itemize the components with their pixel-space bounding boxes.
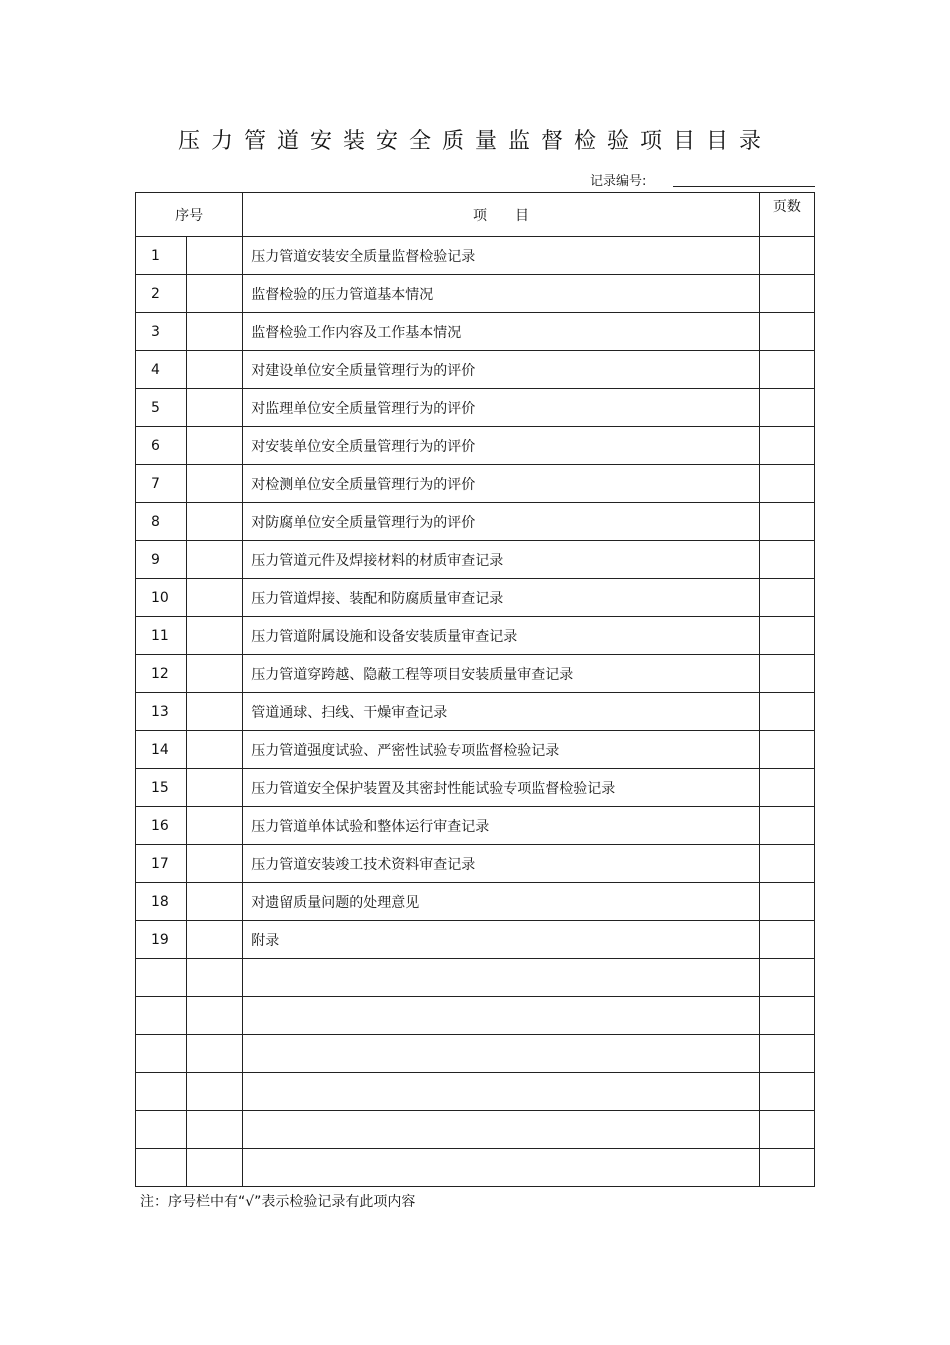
check-cell[interactable] (187, 807, 243, 845)
check-cell[interactable] (187, 237, 243, 275)
item-cell (243, 959, 760, 997)
serial-number-cell: 18 (136, 883, 187, 921)
serial-number-cell: 12 (136, 655, 187, 693)
serial-number-cell: 13 (136, 693, 187, 731)
table-row (136, 1073, 815, 1111)
serial-number-cell: 10 (136, 579, 187, 617)
header-serial-no: 序号 (136, 193, 243, 237)
table-row (136, 427, 815, 465)
item-cell: 压力管道安装竣工技术资料审查记录 (243, 845, 760, 883)
record-number-label: 记录编号: (590, 174, 647, 189)
catalog-table (135, 192, 815, 1187)
check-cell[interactable] (187, 579, 243, 617)
page-count-cell[interactable] (759, 845, 814, 883)
check-cell[interactable] (187, 693, 243, 731)
page-count-cell[interactable] (759, 959, 814, 997)
page-count-cell[interactable] (759, 769, 814, 807)
serial-number-cell (136, 1035, 187, 1073)
check-cell[interactable] (187, 617, 243, 655)
item-cell: 压力管道焊接、装配和防腐质量审查记录 (243, 579, 760, 617)
serial-number-cell: 3 (136, 313, 187, 351)
table-row (136, 1035, 815, 1073)
check-cell[interactable] (187, 921, 243, 959)
table-row (136, 921, 815, 959)
check-cell[interactable] (187, 731, 243, 769)
table-row (136, 617, 815, 655)
serial-number-cell: 17 (136, 845, 187, 883)
item-cell: 对防腐单位安全质量管理行为的评价 (243, 503, 760, 541)
item-cell: 对检测单位安全质量管理行为的评价 (243, 465, 760, 503)
page-count-cell[interactable] (759, 275, 814, 313)
check-cell[interactable] (187, 1035, 243, 1073)
page-count-cell[interactable] (759, 921, 814, 959)
serial-number-cell: 5 (136, 389, 187, 427)
check-cell[interactable] (187, 655, 243, 693)
serial-number-cell: 11 (136, 617, 187, 655)
table-header-row (136, 193, 815, 237)
item-cell: 监督检验的压力管道基本情况 (243, 275, 760, 313)
check-cell[interactable] (187, 541, 243, 579)
check-cell[interactable] (187, 275, 243, 313)
item-cell: 压力管道附属设施和设备安装质量审查记录 (243, 617, 760, 655)
page-count-cell[interactable] (759, 503, 814, 541)
table-row (136, 693, 815, 731)
table-row (136, 959, 815, 997)
check-cell[interactable] (187, 503, 243, 541)
item-cell (243, 997, 760, 1035)
page-count-cell[interactable] (759, 237, 814, 275)
serial-number-cell (136, 1073, 187, 1111)
page-count-cell[interactable] (759, 731, 814, 769)
item-cell: 附录 (243, 921, 760, 959)
table-row (136, 579, 815, 617)
item-cell (243, 1035, 760, 1073)
page-count-cell[interactable] (759, 465, 814, 503)
page-count-cell[interactable] (759, 427, 814, 465)
table-row (136, 541, 815, 579)
check-cell[interactable] (187, 959, 243, 997)
page-count-cell[interactable] (759, 389, 814, 427)
item-cell: 监督检验工作内容及工作基本情况 (243, 313, 760, 351)
serial-number-cell: 14 (136, 731, 187, 769)
check-cell[interactable] (187, 1149, 243, 1187)
table-row (136, 655, 815, 693)
check-cell[interactable] (187, 769, 243, 807)
table-row (136, 313, 815, 351)
table-row (136, 769, 815, 807)
header-pages: 页数 (759, 193, 814, 237)
table-row (136, 997, 815, 1035)
page-count-cell[interactable] (759, 883, 814, 921)
serial-number-cell: 16 (136, 807, 187, 845)
item-cell: 压力管道安全保护装置及其密封性能试验专项监督检验记录 (243, 769, 760, 807)
table-row (136, 731, 815, 769)
record-number-field[interactable] (673, 186, 815, 187)
table-row (136, 807, 815, 845)
page-count-cell[interactable] (759, 313, 814, 351)
serial-number-cell (136, 1111, 187, 1149)
serial-number-cell: 1 (136, 237, 187, 275)
page-count-cell[interactable] (759, 1149, 814, 1187)
item-cell (243, 1111, 760, 1149)
page-count-cell[interactable] (759, 655, 814, 693)
check-cell[interactable] (187, 883, 243, 921)
item-cell: 压力管道强度试验、严密性试验专项监督检验记录 (243, 731, 760, 769)
item-cell: 压力管道穿跨越、隐蔽工程等项目安装质量审查记录 (243, 655, 760, 693)
item-cell: 管道通球、扫线、干燥审查记录 (243, 693, 760, 731)
check-cell[interactable] (187, 845, 243, 883)
table-row (136, 503, 815, 541)
table-row (136, 351, 815, 389)
serial-number-cell (136, 997, 187, 1035)
serial-number-cell (136, 1149, 187, 1187)
table-row (136, 1111, 815, 1149)
page-count-cell[interactable] (759, 541, 814, 579)
table-row (136, 1149, 815, 1187)
page-count-cell[interactable] (759, 807, 814, 845)
check-cell[interactable] (187, 1073, 243, 1111)
table-row (136, 845, 815, 883)
item-cell: 对安装单位安全质量管理行为的评价 (243, 427, 760, 465)
table-row (136, 465, 815, 503)
serial-number-cell: 7 (136, 465, 187, 503)
header-item: 项 目 (243, 193, 760, 237)
page-count-cell[interactable] (759, 1035, 814, 1073)
check-cell[interactable] (187, 465, 243, 503)
check-cell[interactable] (187, 1111, 243, 1149)
page-count-cell[interactable] (759, 1111, 814, 1149)
check-cell[interactable] (187, 389, 243, 427)
serial-number-cell: 4 (136, 351, 187, 389)
item-cell: 对监理单位安全质量管理行为的评价 (243, 389, 760, 427)
item-cell: 压力管道元件及焊接材料的材质审查记录 (243, 541, 760, 579)
page-count-cell[interactable] (759, 693, 814, 731)
page-count-cell[interactable] (759, 579, 814, 617)
page-count-cell[interactable] (759, 351, 814, 389)
item-cell: 对遗留质量问题的处理意见 (243, 883, 760, 921)
table-row (136, 883, 815, 921)
serial-number-cell: 19 (136, 921, 187, 959)
table-row (136, 275, 815, 313)
check-cell[interactable] (187, 427, 243, 465)
check-cell[interactable] (187, 997, 243, 1035)
item-cell: 对建设单位安全质量管理行为的评价 (243, 351, 760, 389)
table-row (136, 389, 815, 427)
serial-number-cell: 8 (136, 503, 187, 541)
serial-number-cell: 9 (136, 541, 187, 579)
serial-number-cell: 15 (136, 769, 187, 807)
item-cell: 压力管道单体试验和整体运行审查记录 (243, 807, 760, 845)
item-cell (243, 1073, 760, 1111)
serial-number-cell: 6 (136, 427, 187, 465)
table-row (136, 237, 815, 275)
item-cell (243, 1149, 760, 1187)
serial-number-cell (136, 959, 187, 997)
page-count-cell[interactable] (759, 617, 814, 655)
footnote: 注：序号栏中有“√”表示检验记录有此项内容 (140, 1194, 416, 1210)
serial-number-cell: 2 (136, 275, 187, 313)
page-title: 压力管道安装安全质量监督检验项目目录 (177, 129, 772, 154)
page-count-cell[interactable] (759, 1073, 814, 1111)
page-count-cell[interactable] (759, 997, 814, 1035)
check-cell[interactable] (187, 313, 243, 351)
item-cell: 压力管道安装安全质量监督检验记录 (243, 237, 760, 275)
check-cell[interactable] (187, 351, 243, 389)
